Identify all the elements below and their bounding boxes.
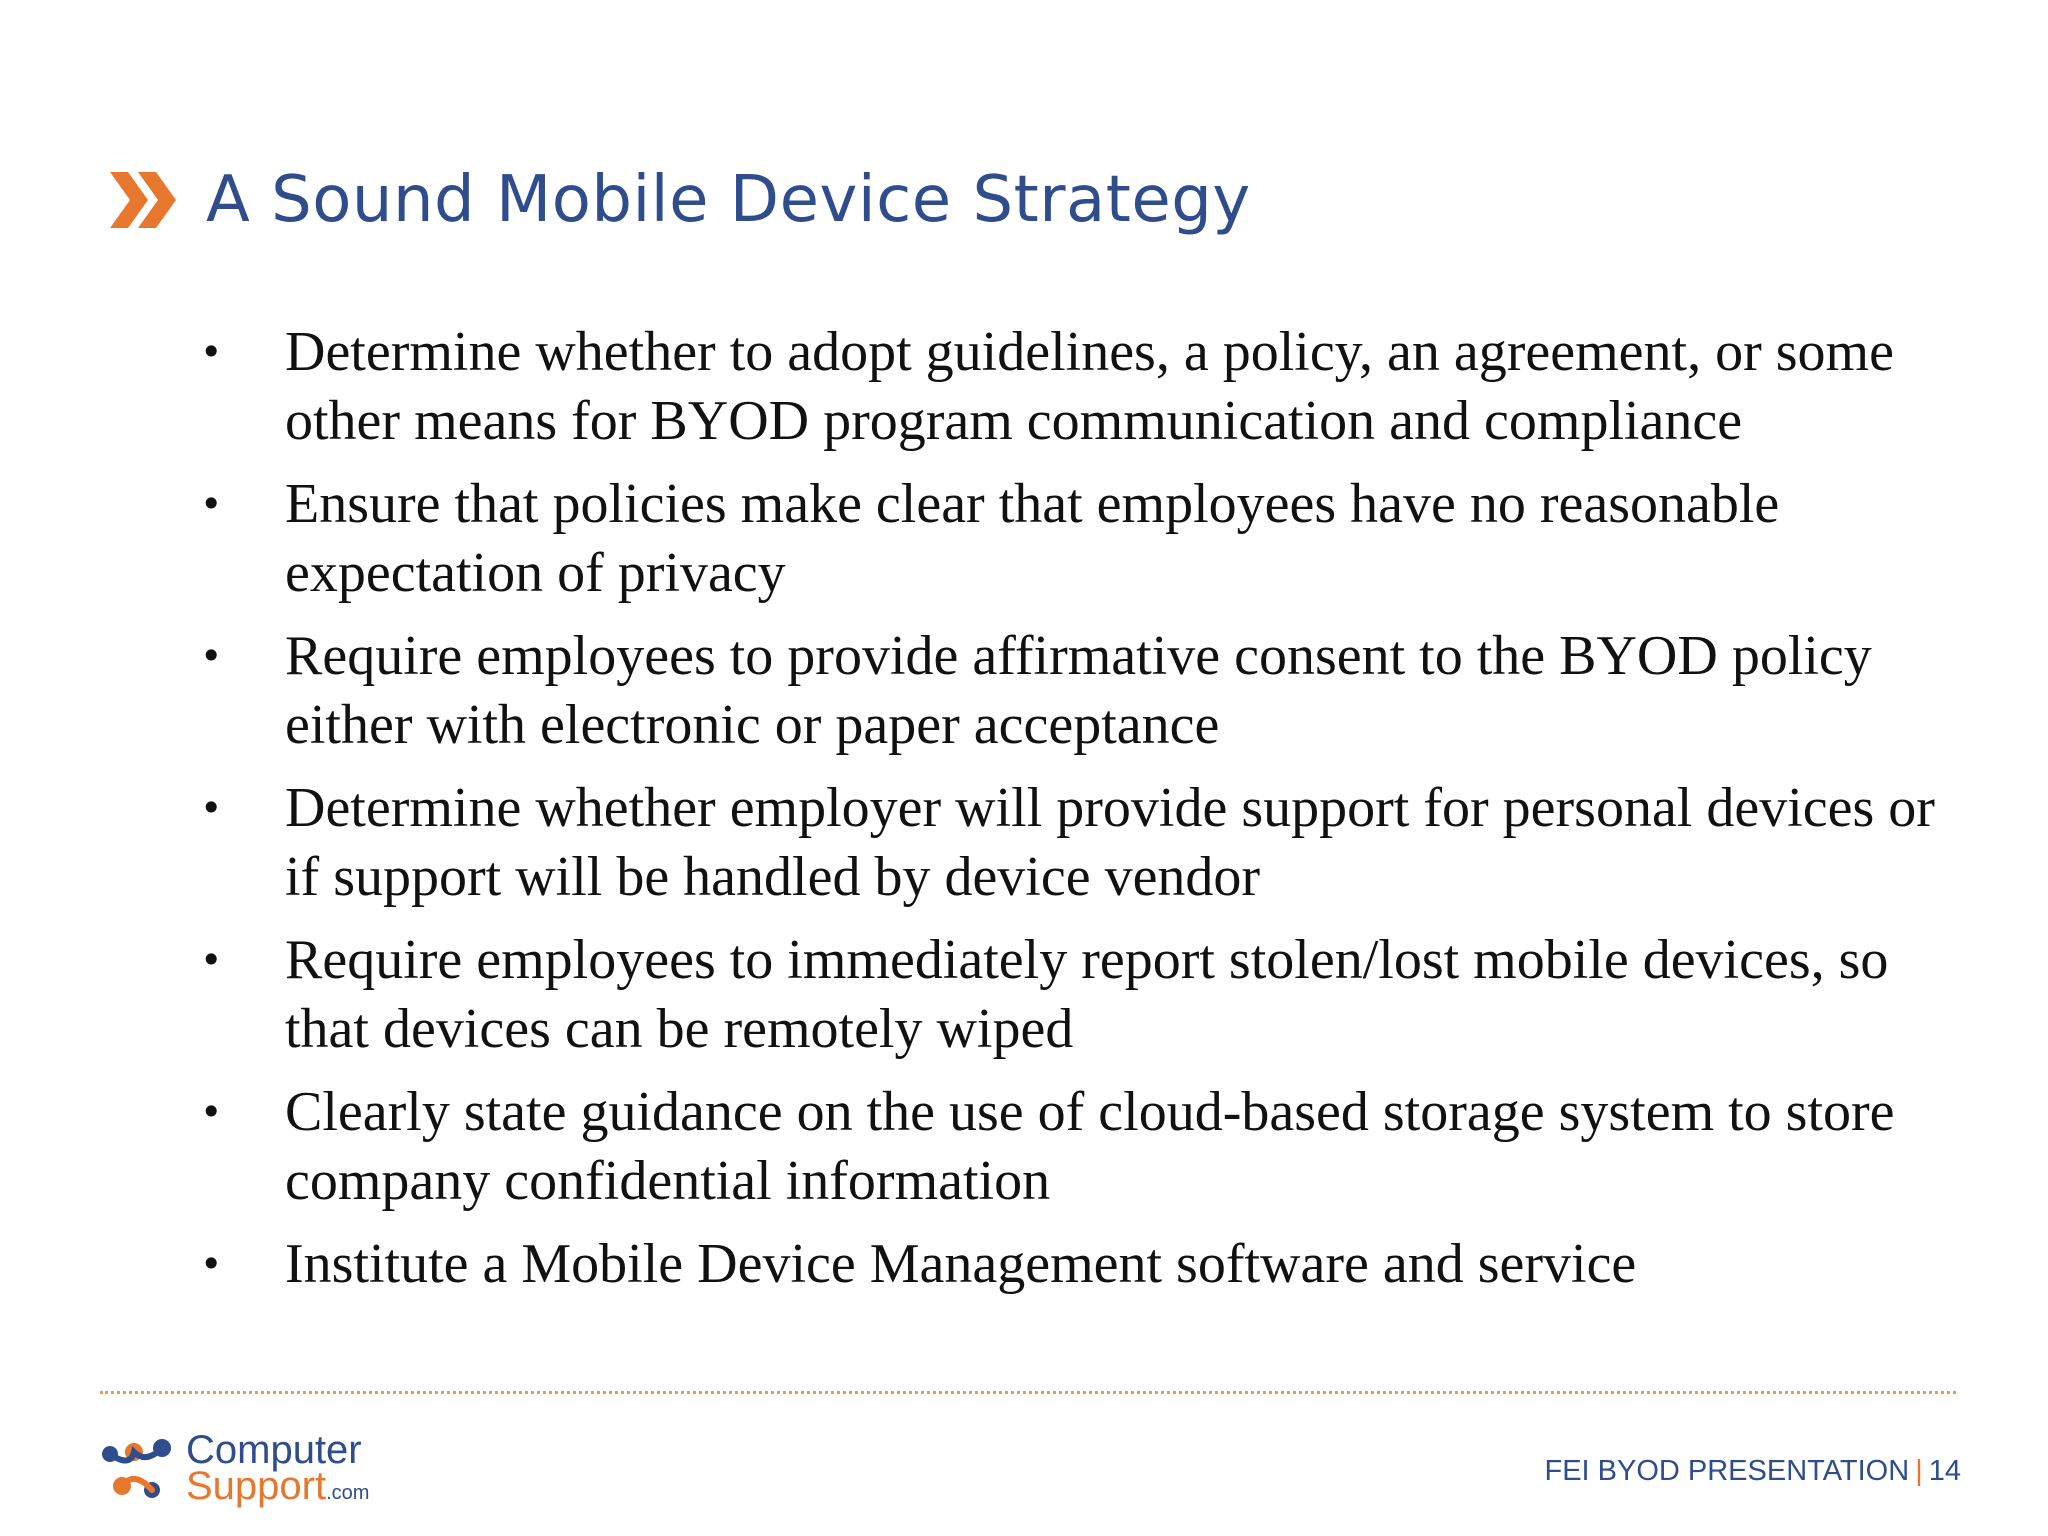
bullet-text: Clearly state guidance on the use of cloud-based storage system to store company confidential information [285,1081,1895,1212]
presentation-name: FEI BYOD PRESENTATION [1544,1455,1910,1487]
bullet-item [200,1230,1980,1299]
page-number: 14 [1928,1455,1961,1487]
bullet-marker: • [200,1090,223,1134]
bullet-list [200,318,1980,1313]
logo-text-support-main: Support [186,1464,327,1508]
logo-text-computer: Computer [186,1428,362,1472]
logo-text-suffix: .com [326,1482,370,1504]
bullet-text: Determine whether employer will provide support for personal devices or if support will be handled by device vendor [285,777,1935,908]
bullet-item [200,622,1980,760]
bullet-text: Require employees to provide affirmative consent to the BYOD policy either with electronic or paper acceptance [285,625,1872,756]
footer-divider [100,1391,1956,1394]
bullet-marker: • [200,786,223,830]
bullet-marker: • [200,482,223,526]
slide-title: A Sound Mobile Device Strategy [206,163,1251,237]
bullet-text: Ensure that policies make clear that employees have no reasonable expectation of privacy [285,473,1780,604]
double-chevron-right-icon [108,164,180,236]
logo-text-support [186,1464,369,1509]
bullet-item [200,470,1980,608]
bullet-marker: • [200,1242,223,1286]
footer-label [1544,1455,1961,1488]
bullet-text: Institute a Mobile Device Management software and service [285,1233,1637,1295]
bullet-text: Determine whether to adopt guidelines, a policy, an agreement, or some other means for BYOD program communication and compliance [285,321,1894,452]
bullet-item [200,318,1980,456]
bullet-item [200,1078,1980,1216]
bullet-marker: • [200,634,223,678]
bullet-marker: • [200,938,223,982]
bullet-item [200,774,1980,912]
bullet-marker: • [200,330,223,374]
bullet-text: Require employees to immediately report stolen/lost mobile devices, so that devices can be remotely wiped [285,929,1889,1060]
connected-people-icon [100,1434,188,1506]
title-row [108,150,1251,250]
footer-separator: | [1915,1455,1923,1487]
bullet-item [200,926,1980,1064]
company-logo [100,1430,380,1510]
